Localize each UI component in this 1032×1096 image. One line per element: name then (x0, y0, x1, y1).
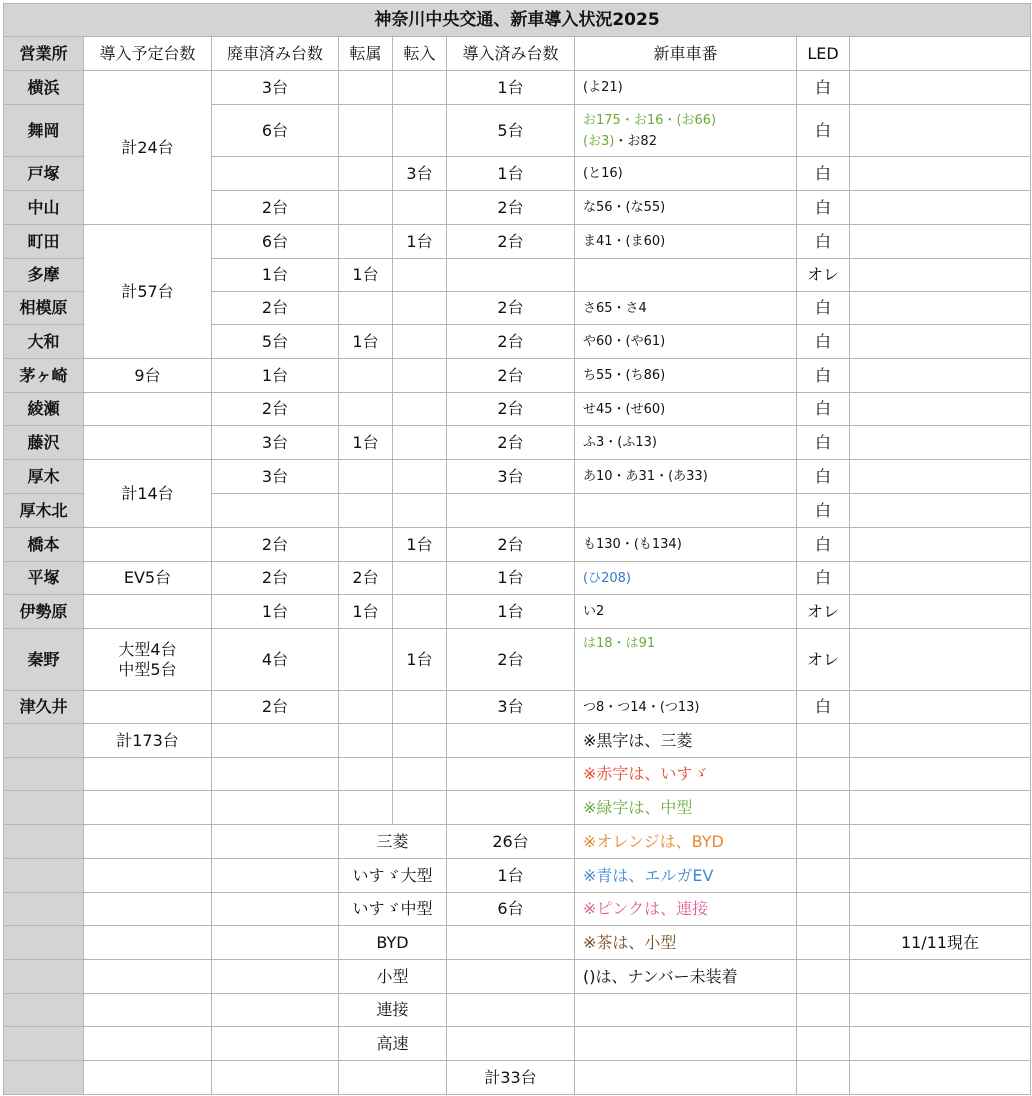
transfer-in-count: 1台 (393, 225, 447, 259)
scrapped-count: 6台 (212, 225, 339, 259)
note-cell (850, 691, 1031, 724)
new-numbers: つ8・つ14・(つ13) (575, 691, 797, 724)
table-row (4, 528, 1031, 562)
transfer-out-count (339, 691, 393, 724)
summary-row (4, 724, 1031, 758)
transfer-in-count (393, 393, 447, 426)
note-cell (850, 460, 1031, 494)
transfer-out-count (339, 528, 393, 562)
scrapped-count: 1台 (212, 359, 339, 393)
planned-count (84, 393, 212, 426)
summary-row (4, 825, 1031, 859)
note-cell (850, 629, 1031, 691)
new-numbers: (よ21) (575, 71, 797, 105)
transfer-out-count (339, 359, 393, 393)
led-color: 白 (797, 191, 850, 225)
note-cell (850, 225, 1031, 259)
new-numbers: ふ3・(ふ13) (575, 426, 797, 460)
transfer-in-count: 1台 (393, 528, 447, 562)
introduced-count: 1台 (447, 562, 575, 595)
note-cell (850, 562, 1031, 595)
new-numbers (575, 259, 797, 292)
led-color: 白 (797, 71, 850, 105)
office-name: 町田 (4, 225, 84, 259)
summary-row (4, 960, 1031, 994)
planned-count (84, 528, 212, 562)
led-color: 白 (797, 157, 850, 191)
planned-count (84, 426, 212, 460)
office-name: 藤沢 (4, 426, 84, 460)
introduced-count: 2台 (447, 359, 575, 393)
bus-number: は91 (625, 636, 656, 651)
summary-row (4, 926, 1031, 960)
led-color: 白 (797, 292, 850, 325)
introduced-count: 3台 (447, 460, 575, 494)
new-numbers (575, 494, 797, 528)
maker-name: いすゞ大型 (339, 859, 447, 893)
scrapped-count: 6台 (212, 105, 339, 157)
maker-name: いすゞ中型 (339, 893, 447, 926)
office-name: 中山 (4, 191, 84, 225)
introduced-count: 1台 (447, 71, 575, 105)
scrapped-count: 1台 (212, 595, 339, 629)
office-name: 横浜 (4, 71, 84, 105)
table-title: 神奈川中央交通、新車導入状況2025 (4, 4, 1031, 37)
new-numbers: ち55・(ち86) (575, 359, 797, 393)
introduced-count: 2台 (447, 191, 575, 225)
new-numbers (575, 105, 797, 157)
office-name: 舞岡 (4, 105, 84, 157)
led-color: オレ (797, 629, 850, 691)
transfer-in-count: 3台 (393, 157, 447, 191)
led-color: 白 (797, 528, 850, 562)
new-numbers: も130・(も134) (575, 528, 797, 562)
note-cell (850, 259, 1031, 292)
led-color: 白 (797, 562, 850, 595)
summary-row (4, 893, 1031, 926)
new-numbers (575, 629, 797, 691)
transfer-out-count (339, 191, 393, 225)
maker-name: 小型 (339, 960, 447, 994)
maker-name: 高速 (339, 1027, 447, 1061)
transfer-in-count (393, 191, 447, 225)
maker-count: 26台 (447, 825, 575, 859)
new-numbers: な56・(な55) (575, 191, 797, 225)
col-header-planned: 導入予定台数 (84, 37, 212, 71)
summary-row (4, 994, 1031, 1027)
office-name: 多摩 (4, 259, 84, 292)
maker-count (447, 926, 575, 960)
separator: ・ (663, 112, 677, 128)
maker-count (447, 994, 575, 1027)
separator: ・ (620, 112, 634, 128)
transfer-in-count (393, 71, 447, 105)
new-numbers: (と16) (575, 157, 797, 191)
transfer-in-count (393, 494, 447, 528)
led-color: 白 (797, 225, 850, 259)
separator: ・ (612, 636, 626, 651)
led-color: 白 (797, 426, 850, 460)
legend-item: ※黒字は、三菱 (575, 724, 797, 758)
maker-count (447, 960, 575, 994)
new-numbers: あ10・あ31・(あ33) (575, 460, 797, 494)
summary-row (4, 758, 1031, 791)
scrapped-count (212, 494, 339, 528)
legend-item: ※青は、エルガEV (575, 859, 797, 893)
planned-total: 計173台 (84, 724, 212, 758)
legend-item: ※オレンジは、BYD (575, 825, 797, 859)
introduced-count: 2台 (447, 225, 575, 259)
led-color: 白 (797, 393, 850, 426)
note-cell (850, 71, 1031, 105)
maker-name: BYD (339, 926, 447, 960)
scrapped-count: 3台 (212, 426, 339, 460)
new-numbers: さ65・さ4 (575, 292, 797, 325)
transfer-out-count (339, 393, 393, 426)
transfer-out-count: 1台 (339, 259, 393, 292)
transfer-in-count (393, 105, 447, 157)
legend-item: ※赤字は、いすゞ (575, 758, 797, 791)
legend-item: ※緑字は、中型 (575, 791, 797, 825)
planned-count: 計14台 (84, 460, 212, 528)
col-header-transferred-out: 転属 (339, 37, 393, 71)
scrapped-count: 3台 (212, 71, 339, 105)
makers-total: 計33台 (447, 1061, 575, 1095)
legend-item: ※茶は、小型 (575, 926, 797, 960)
transfer-out-count: 1台 (339, 325, 393, 359)
col-header-blank (850, 37, 1031, 71)
introduced-count: 2台 (447, 629, 575, 691)
transfer-out-count (339, 225, 393, 259)
bus-intro-table (3, 3, 1031, 1095)
transfer-in-count (393, 426, 447, 460)
header-row (4, 37, 1031, 71)
table-row (4, 359, 1031, 393)
led-color: オレ (797, 595, 850, 629)
table-row (4, 225, 1031, 259)
scrapped-count: 2台 (212, 528, 339, 562)
led-color: 白 (797, 105, 850, 157)
office-name: 綾瀬 (4, 393, 84, 426)
planned-count (84, 595, 212, 629)
note-cell (850, 359, 1031, 393)
office-name: 伊勢原 (4, 595, 84, 629)
note-cell (850, 528, 1031, 562)
note-cell (850, 595, 1031, 629)
office-name: 橋本 (4, 528, 84, 562)
planned-count (84, 691, 212, 724)
new-numbers: せ45・(せ60) (575, 393, 797, 426)
note-cell (850, 105, 1031, 157)
planned-medium: 中型5台 (118, 659, 177, 679)
new-numbers: や60・(や61) (575, 325, 797, 359)
note-cell (850, 191, 1031, 225)
table-row (4, 393, 1031, 426)
summary-row (4, 859, 1031, 893)
maker-name: 連接 (339, 994, 447, 1027)
table-row (4, 71, 1031, 105)
office-name: 厚木 (4, 460, 84, 494)
bus-number: (お66) (676, 112, 717, 128)
transfer-in-count: 1台 (393, 629, 447, 691)
planned-count: 計24台 (84, 71, 212, 225)
note-cell (850, 292, 1031, 325)
introduced-count: 2台 (447, 393, 575, 426)
table-row (4, 595, 1031, 629)
transfer-in-count (393, 460, 447, 494)
bus-number: ・お82 (614, 133, 657, 149)
transfer-out-count (339, 629, 393, 691)
table-row (4, 426, 1031, 460)
col-header-led: LED (797, 37, 850, 71)
bus-number: お16 (633, 112, 664, 128)
maker-count: 1台 (447, 859, 575, 893)
summary-row (4, 1027, 1031, 1061)
introduced-count: 2台 (447, 528, 575, 562)
scrapped-count (212, 157, 339, 191)
transfer-out-count (339, 105, 393, 157)
transfer-in-count (393, 595, 447, 629)
note-cell (850, 393, 1031, 426)
planned-large: 大型4台 (118, 639, 177, 659)
legend-item: ()は、ナンバー未装着 (575, 960, 797, 994)
scrapped-count: 3台 (212, 460, 339, 494)
col-header-new-numbers: 新車車番 (575, 37, 797, 71)
office-name: 津久井 (4, 691, 84, 724)
led-color: 白 (797, 325, 850, 359)
planned-count: EV5台 (84, 562, 212, 595)
table-row (4, 691, 1031, 724)
table-row (4, 629, 1031, 691)
scrapped-count: 5台 (212, 325, 339, 359)
scrapped-count: 2台 (212, 393, 339, 426)
maker-name: 三菱 (339, 825, 447, 859)
introduced-count: 2台 (447, 325, 575, 359)
led-color: 白 (797, 460, 850, 494)
scrapped-count: 2台 (212, 292, 339, 325)
scrapped-count: 2台 (212, 691, 339, 724)
transfer-in-count (393, 562, 447, 595)
transfer-out-count (339, 292, 393, 325)
led-color: 白 (797, 359, 850, 393)
introduced-count (447, 494, 575, 528)
introduced-count: 5台 (447, 105, 575, 157)
introduced-count: 1台 (447, 157, 575, 191)
col-header-introduced: 導入済み台数 (447, 37, 575, 71)
maker-count: 6台 (447, 893, 575, 926)
scrapped-count: 2台 (212, 191, 339, 225)
introduced-count: 1台 (447, 595, 575, 629)
scrapped-count: 4台 (212, 629, 339, 691)
col-header-transferred-in: 転入 (393, 37, 447, 71)
planned-count: 計57台 (84, 225, 212, 359)
transfer-out-count (339, 494, 393, 528)
bus-number: お175 (583, 112, 621, 128)
table-row (4, 460, 1031, 494)
transfer-out-count (339, 460, 393, 494)
bus-number: は18 (583, 636, 613, 651)
scrapped-count: 1台 (212, 259, 339, 292)
planned-count: 9台 (84, 359, 212, 393)
new-numbers: (ひ208) (575, 562, 797, 595)
office-name: 平塚 (4, 562, 84, 595)
summary-row (4, 1061, 1031, 1095)
office-name: 戸塚 (4, 157, 84, 191)
office-name: 相模原 (4, 292, 84, 325)
bus-number: (お3) (583, 133, 615, 149)
transfer-out-count: 1台 (339, 426, 393, 460)
note-cell (850, 494, 1031, 528)
new-numbers: ま41・(ま60) (575, 225, 797, 259)
note-cell (850, 426, 1031, 460)
transfer-out-count (339, 71, 393, 105)
transfer-in-count (393, 691, 447, 724)
office-name: 厚木北 (4, 494, 84, 528)
transfer-out-count: 2台 (339, 562, 393, 595)
transfer-in-count (393, 259, 447, 292)
summary-row (4, 791, 1031, 825)
led-color: 白 (797, 494, 850, 528)
led-color: 白 (797, 691, 850, 724)
transfer-in-count (393, 359, 447, 393)
col-header-office: 営業所 (4, 37, 84, 71)
scrapped-count: 2台 (212, 562, 339, 595)
transfer-out-count (339, 157, 393, 191)
introduced-count: 2台 (447, 426, 575, 460)
transfer-out-count: 1台 (339, 595, 393, 629)
office-name: 茅ヶ崎 (4, 359, 84, 393)
note-cell (850, 157, 1031, 191)
office-name: 秦野 (4, 629, 84, 691)
col-header-scrapped: 廃車済み台数 (212, 37, 339, 71)
new-numbers: い2 (575, 595, 797, 629)
led-color: オレ (797, 259, 850, 292)
office-name: 大和 (4, 325, 84, 359)
table-row (4, 562, 1031, 595)
introduced-count: 2台 (447, 292, 575, 325)
date-note: 11/11現在 (850, 926, 1031, 960)
transfer-in-count (393, 292, 447, 325)
planned-count (84, 629, 212, 691)
introduced-count (447, 259, 575, 292)
legend-item: ※ピンクは、連接 (575, 893, 797, 926)
note-cell (850, 325, 1031, 359)
introduced-count: 3台 (447, 691, 575, 724)
transfer-in-count (393, 325, 447, 359)
maker-count (447, 1027, 575, 1061)
